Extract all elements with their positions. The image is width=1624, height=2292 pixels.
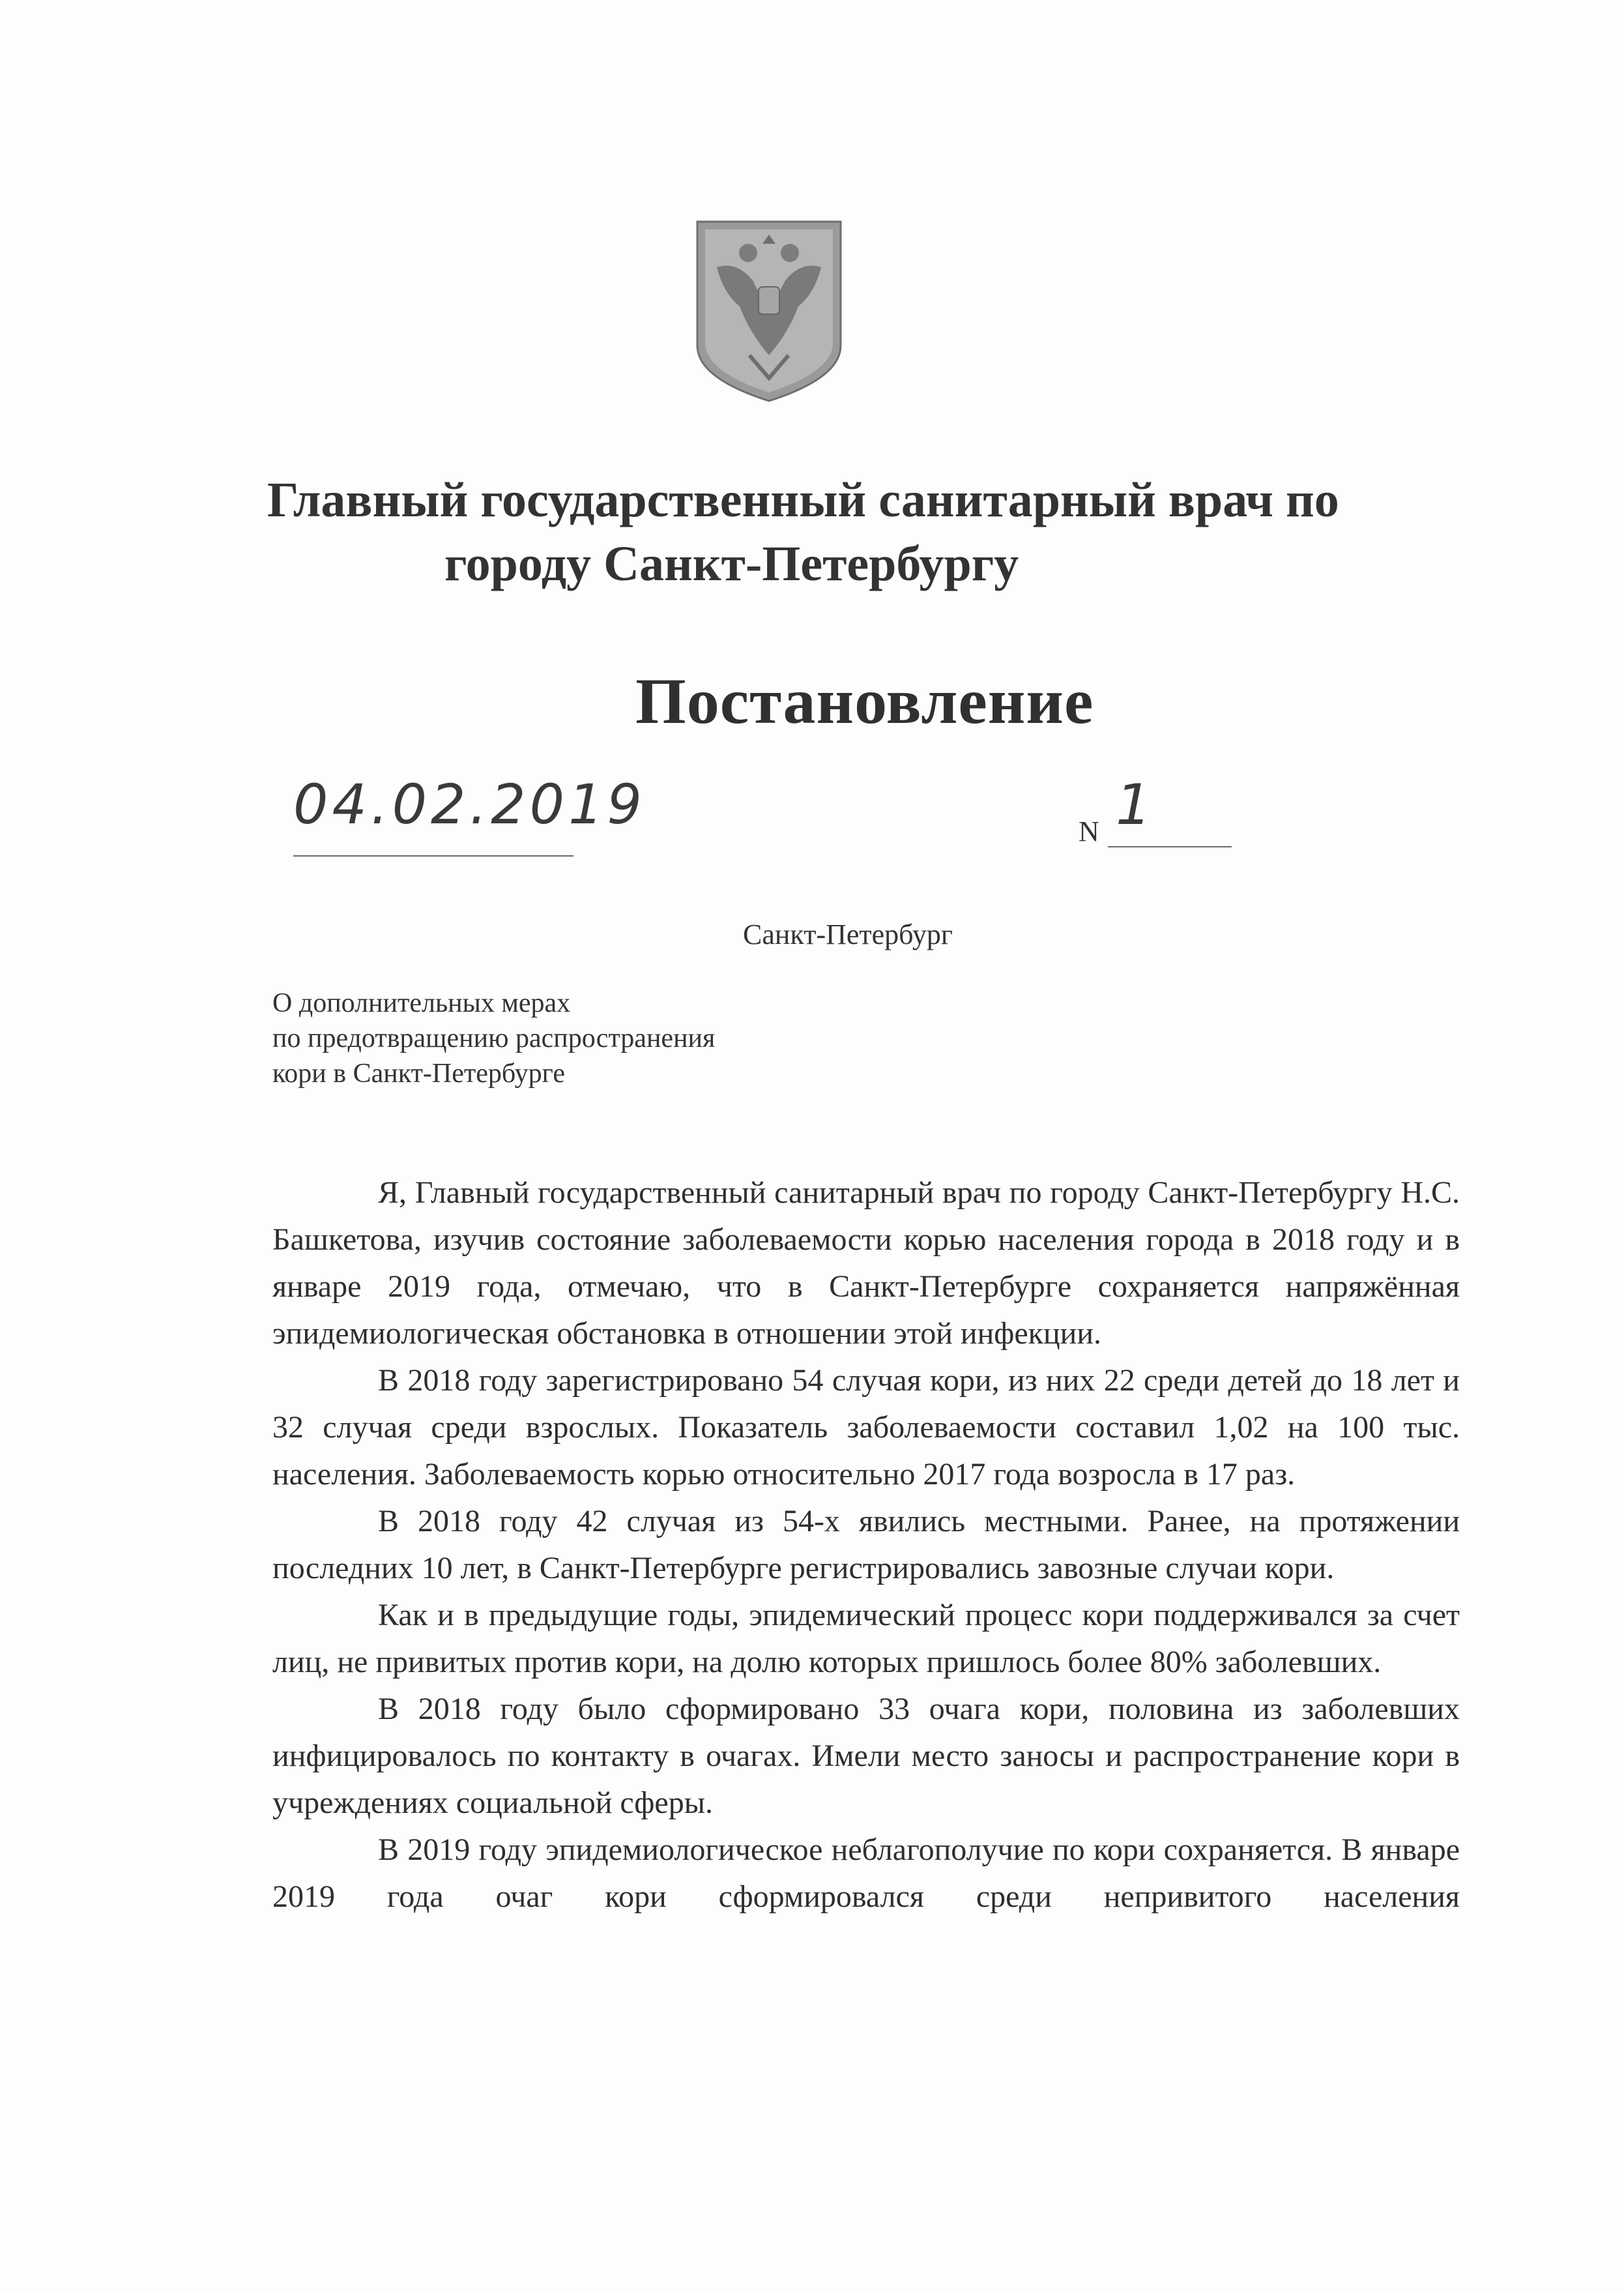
coat-of-arms-emblem-icon: [691, 215, 847, 404]
subject-line-2: по предотвращению распространения: [272, 1023, 716, 1053]
body-paragraph: В 2018 году было сформировано 33 очага кори, половина из заболевших инфицировалось по контакту в очагах. Имели место заносы и распространение кори в учреждениях социальной сферы.: [272, 1692, 1460, 1820]
date-underline: [293, 855, 573, 857]
document-subject: [272, 986, 859, 1091]
number-underline: [1108, 846, 1232, 847]
authority-line-2: городу Санкт-Петербургу: [444, 536, 1019, 591]
issuing-authority: [235, 468, 1342, 596]
subject-line-1: О дополнительных мерах: [272, 988, 571, 1018]
document-date: 04.02.2019: [293, 772, 646, 836]
body-paragraph: В 2019 году эпидемиологическое неблагополучие по кори сохраняется. В январе 2019 года очаг кори сформировался среди непривитого населения: [272, 1832, 1460, 1914]
document-body: [272, 1169, 1460, 1920]
body-paragraph: Как и в предыдущие годы, эпидемический процесс кори поддерживался за счет лиц, не привитых против кори, на долю которых пришлось более 80% заболевших.: [272, 1598, 1460, 1679]
subject-line-3: кори в Санкт-Петербурге: [272, 1059, 565, 1089]
body-paragraph: В 2018 году зарегистрировано 54 случая кори, из них 22 среди детей до 18 лет и 32 случая среди взрослых. Показатель заболеваемости составил 1,02 на 100 тыс. населения. Заболеваемость корью относительно 2017 года возросла в 17 раз.: [272, 1363, 1460, 1491]
document-type-title: Постановление: [635, 665, 1094, 737]
authority-line-1: Главный государственный санитарный врач по: [267, 473, 1339, 527]
body-paragraph: В 2018 году 42 случая из 54-х явились местными. Ранее, на протяжении последних 10 лет, в Санкт-Петербурге регистрировались завозные случаи кори.: [272, 1504, 1460, 1585]
document-city: Санкт-Петербург: [743, 918, 953, 950]
body-paragraph: Я, Главный государственный санитарный врач по городу Санкт-Петербургу Н.С. Башкетова, изучив состояние заболеваемости корью населения города в 2018 году и в январе 2019 года, отмечаю, что в Санкт-Петербурге сохраняется напряжённая эпидемиологическая обстановка в отношении этой инфекции.: [272, 1175, 1460, 1351]
number-label: N: [1079, 815, 1099, 847]
document-number: 1: [1116, 772, 1152, 838]
